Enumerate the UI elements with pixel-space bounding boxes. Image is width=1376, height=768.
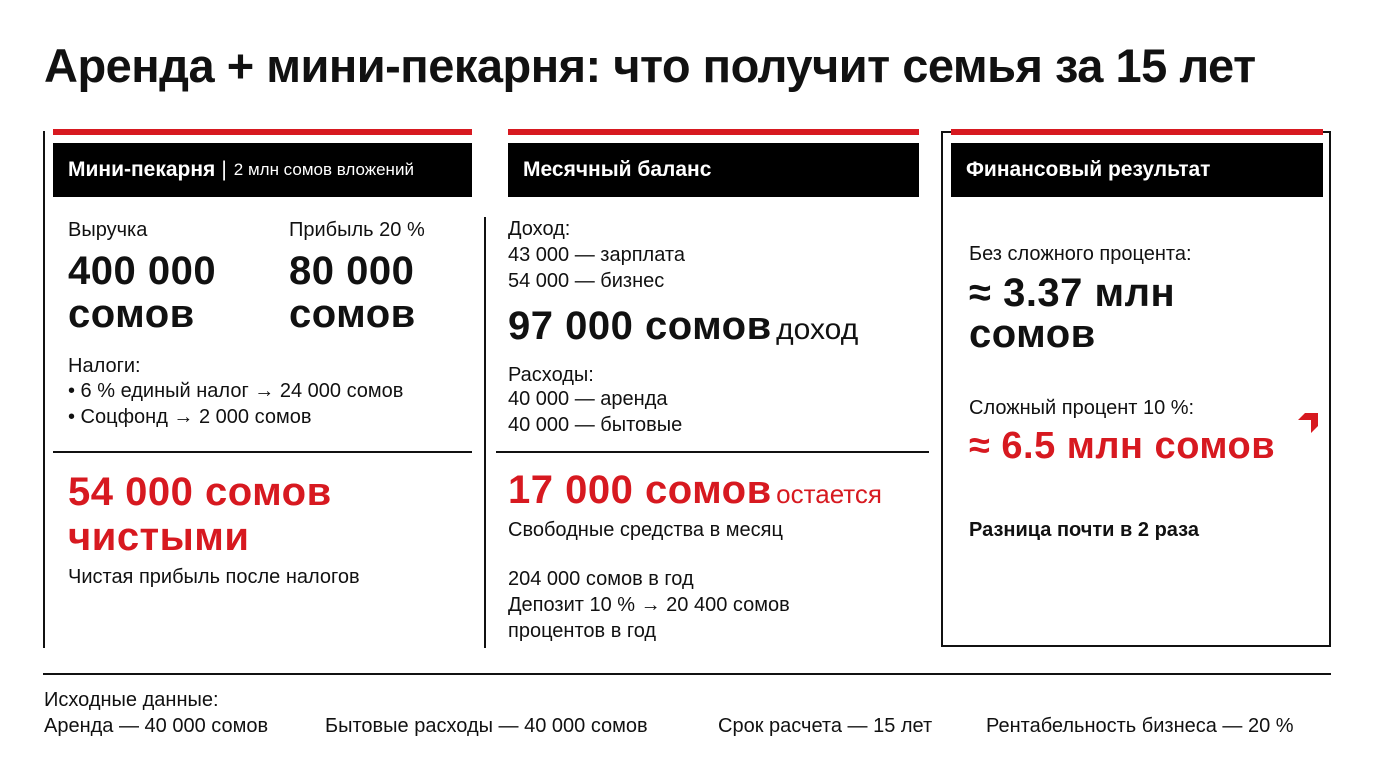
net-profit-caption-bold: чистыми	[68, 515, 250, 559]
difference-note: Разница почти в 2 раза	[969, 519, 1199, 541]
col1-header	[53, 143, 472, 197]
expenses-label: Расходы:	[508, 364, 594, 386]
simple-interest-value: ≈ 3.37 млн	[969, 271, 1176, 315]
col2-divider	[496, 451, 929, 453]
profit-unit: сомов	[289, 292, 416, 336]
col2-red-bar	[508, 129, 919, 135]
col1-header-separator: |	[221, 158, 227, 181]
income-item-salary: 43 000 — зарплата	[508, 244, 685, 266]
free-funds-suffix: остается	[776, 479, 882, 509]
col2-header-title: Месячный баланс	[523, 158, 712, 181]
expense-item-rent: 40 000 — аренда	[508, 388, 668, 410]
income-total-suffix: доход	[776, 313, 859, 346]
page-title: Аренда + мини-пекарня: что получит семья за 15 лет	[44, 39, 1256, 92]
col3-red-bar	[951, 129, 1323, 135]
income-label: Доход:	[508, 218, 571, 240]
free-funds-caption: Свободные средства в месяц	[508, 519, 783, 541]
taxes-label: Налоги:	[68, 355, 141, 377]
footer-item-profitability: Рентабельность бизнеса — 20 %	[986, 715, 1294, 737]
compound-interest-value: ≈ 6.5 млн сомов	[969, 425, 1276, 467]
yearly-amount: 204 000 сомов в год	[508, 568, 694, 590]
net-profit-value: 54 000 сомов	[68, 470, 332, 514]
col1-divider	[53, 451, 472, 453]
footer-divider	[43, 673, 1331, 675]
income-total	[508, 303, 858, 358]
free-funds	[508, 467, 882, 522]
col3-header-title: Финансовый результат	[966, 158, 1211, 181]
free-funds-value: 17 000 сомов	[508, 468, 772, 512]
col3-header	[951, 143, 1323, 197]
col1-header-title: Мини-пекарня	[68, 158, 216, 181]
income-total-value: 97 000 сомов	[508, 304, 772, 348]
income-item-business: 54 000 — бизнес	[508, 270, 665, 292]
col3-box	[941, 131, 1331, 647]
footer-item-term: Срок расчета — 15 лет	[718, 715, 933, 737]
revenue-unit: сомов	[68, 292, 195, 336]
col2-header	[508, 143, 919, 197]
tax-item-social-fund: • Соцфонд → 2 000 сомов	[68, 406, 312, 428]
footer-item-household: Бытовые расходы — 40 000 сомов	[325, 715, 648, 737]
deposit-line: Депозит 10 % → 20 400 сомов	[508, 594, 790, 616]
col2-left-border	[484, 217, 486, 648]
col1-left-border	[43, 131, 45, 648]
col1-red-bar	[53, 129, 472, 135]
footer-label: Исходные данные:	[44, 689, 219, 711]
expense-item-household: 40 000 — бытовые	[508, 414, 683, 436]
col1-header-subtitle: 2 млн сомов вложений	[233, 160, 414, 179]
profit-label: Прибыль 20 %	[289, 219, 425, 241]
profit-value: 80 000	[289, 249, 415, 293]
net-profit-caption: Чистая прибыль после налогов	[68, 566, 360, 588]
footer-item-rent: Аренда — 40 000 сомов	[44, 715, 269, 737]
simple-interest-unit: сомов	[969, 312, 1096, 356]
tax-item-flat: • 6 % единый налог → 24 000 сомов	[68, 380, 404, 402]
revenue-label: Выручка	[68, 219, 148, 241]
deposit-line-cont: процентов в год	[508, 620, 657, 642]
simple-interest-label: Без сложного процента:	[969, 243, 1192, 265]
compound-interest-label: Сложный процент 10 %:	[969, 397, 1195, 419]
revenue-value: 400 000	[68, 249, 217, 293]
